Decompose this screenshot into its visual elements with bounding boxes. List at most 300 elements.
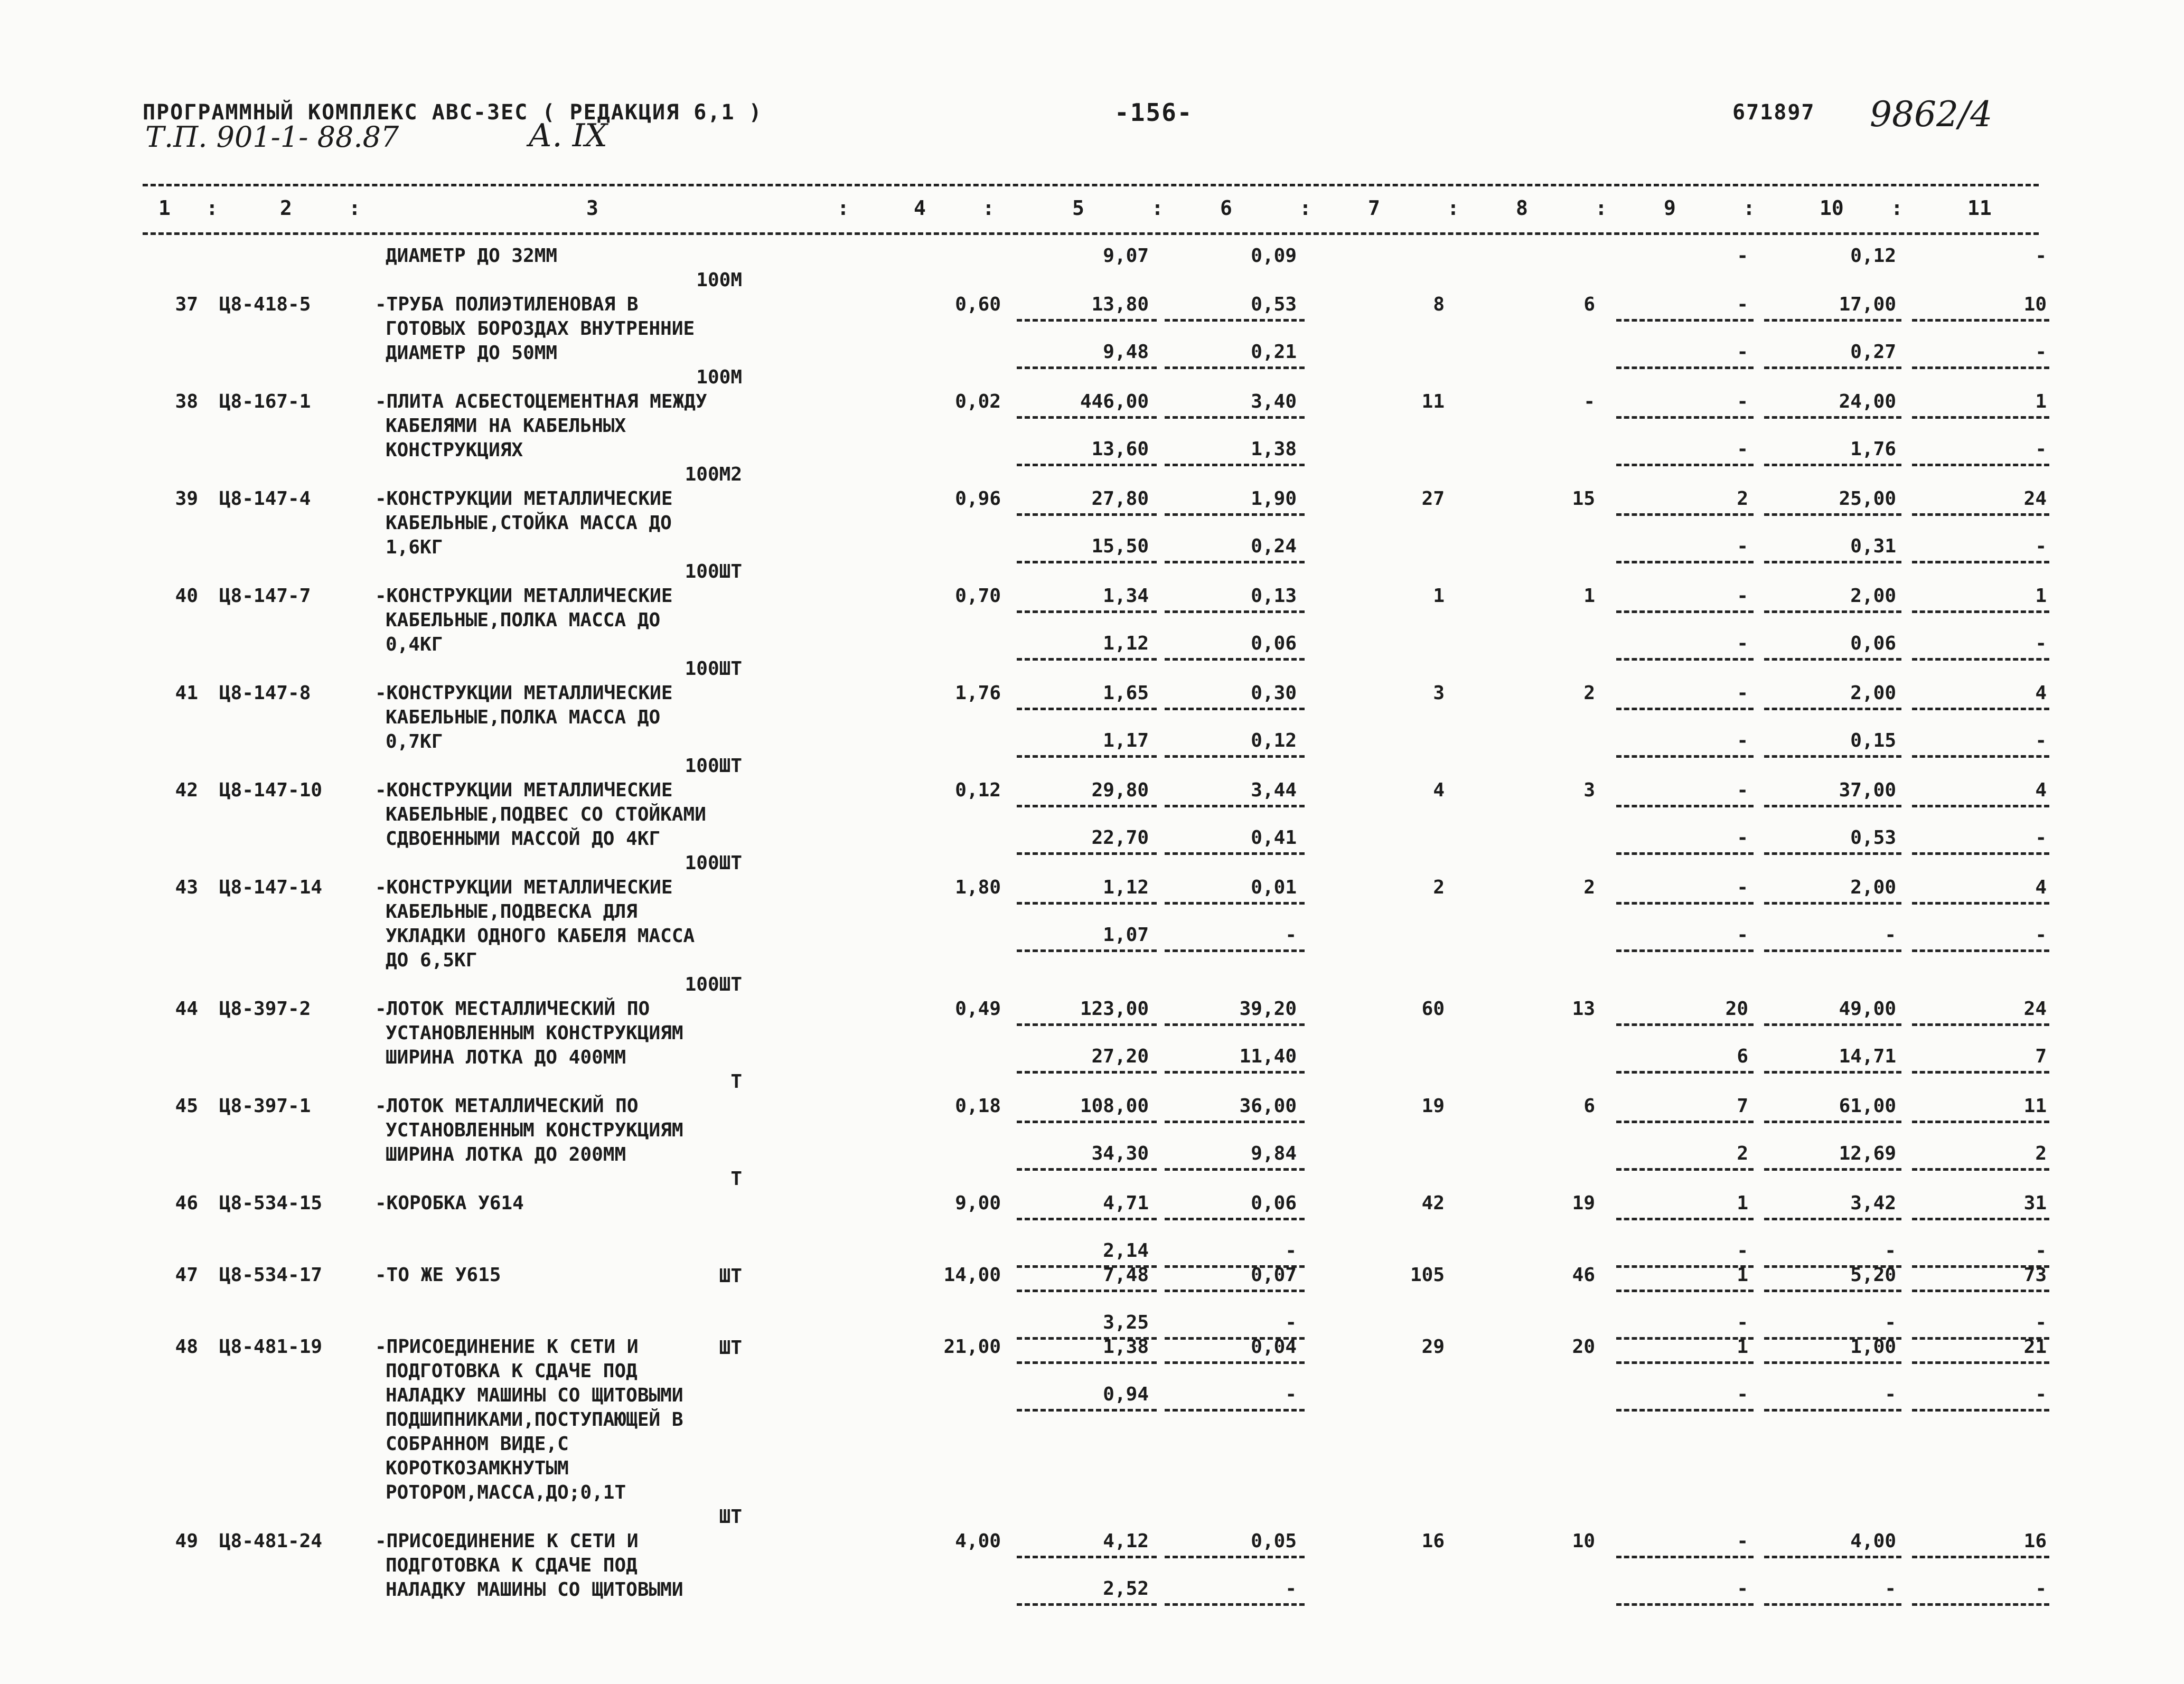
description-line: НАЛАДКУ МАШИНЫ СО ЩИТОВЫМИ bbox=[386, 1579, 683, 1601]
unit-label: 100ШТ bbox=[685, 561, 742, 582]
entry-bottom-c5-rule bbox=[1017, 1168, 1157, 1171]
entry-c10-rule bbox=[1764, 1121, 1901, 1123]
entry-c9-rule bbox=[1616, 1121, 1754, 1123]
entry-c10-rule bbox=[1764, 805, 1901, 807]
cell-c11: 1 bbox=[2035, 391, 2047, 412]
row-number: 47 bbox=[175, 1264, 198, 1286]
cell-c6: 1,90 bbox=[1251, 488, 1297, 510]
cell-c8: - bbox=[1583, 391, 1595, 412]
page-number: -156- bbox=[1114, 98, 1193, 127]
entry-bottom-c9-rule bbox=[1616, 949, 1754, 952]
cell-c9: 1 bbox=[1737, 1336, 1748, 1358]
entry-bottom-c9-rule bbox=[1616, 1337, 1754, 1340]
cell-c5-secondary: 2,52 bbox=[1103, 1578, 1149, 1600]
unit-label: 100М bbox=[696, 269, 742, 291]
column-number-2: 2 bbox=[280, 196, 292, 220]
description-line: КОРОТКОЗАМКНУТЫМ bbox=[386, 1457, 569, 1479]
description-line: -ПРИСОЕДИНЕНИЕ К СЕТИ И bbox=[375, 1336, 639, 1358]
entry-c6-rule bbox=[1165, 1023, 1305, 1026]
entry-bottom-c5-rule bbox=[1017, 658, 1157, 661]
cell-c9: 7 bbox=[1737, 1095, 1748, 1117]
cell-c6-secondary: - bbox=[1285, 924, 1297, 946]
entry-bottom-c5-rule bbox=[1017, 852, 1157, 855]
cell-c9-secondary: - bbox=[1737, 1578, 1748, 1600]
cell-c6-secondary: 0,21 bbox=[1251, 341, 1297, 363]
cell-c11-secondary: - bbox=[2035, 1312, 2047, 1333]
cell-c5-secondary: 0,94 bbox=[1103, 1384, 1149, 1405]
unit-label: Т bbox=[730, 1168, 742, 1190]
cell-c10-secondary: - bbox=[1885, 1384, 1896, 1405]
cell-c10-secondary: 0,15 bbox=[1850, 730, 1896, 751]
cell-c7: 16 bbox=[1421, 1530, 1445, 1552]
entry-c11-rule bbox=[1912, 1121, 2049, 1123]
row-number: 49 bbox=[175, 1530, 198, 1552]
description-line: КАБЕЛЬНЫЕ,ПОЛКА МАССА ДО bbox=[386, 609, 661, 631]
entry-bottom-c6-rule bbox=[1165, 658, 1305, 661]
unit-label: 100ШТ bbox=[685, 755, 742, 777]
entry-bottom-c9-rule bbox=[1616, 1409, 1754, 1412]
cell-c6-secondary: 0,41 bbox=[1251, 827, 1297, 849]
entry-c11-rule bbox=[1912, 513, 2049, 516]
description-line: РОТОРОМ,МАССА,ДО;0,1Т bbox=[386, 1482, 626, 1503]
cell-c8: 13 bbox=[1572, 998, 1595, 1020]
cell-c9: - bbox=[1737, 1530, 1748, 1552]
entry-bottom-c5-rule bbox=[1017, 1603, 1157, 1606]
rate-code: Ц8-147-7 bbox=[219, 585, 311, 607]
entry-bottom-c5-rule bbox=[1017, 1071, 1157, 1074]
entry-bottom-c5-rule bbox=[1017, 561, 1157, 563]
cell-c11: 10 bbox=[2023, 294, 2047, 315]
cell-c7: 11 bbox=[1421, 391, 1445, 412]
cell-c6-secondary: 9,84 bbox=[1251, 1143, 1297, 1164]
cell-c10: 2,00 bbox=[1850, 877, 1896, 898]
cell-c6-secondary: 0,06 bbox=[1251, 633, 1297, 654]
cell-c11: 73 bbox=[2023, 1264, 2047, 1286]
entry-bottom-c10-rule bbox=[1764, 1603, 1901, 1606]
entry-bottom-c11-rule bbox=[1912, 561, 2049, 563]
cell-c6: 0,05 bbox=[1251, 1530, 1297, 1552]
entry-bottom-c9-rule bbox=[1616, 464, 1754, 466]
entry-bottom-c10-rule bbox=[1764, 949, 1901, 952]
cell-c11-secondary: - bbox=[2035, 633, 2047, 654]
rate-code: Ц8-147-14 bbox=[219, 877, 323, 898]
cell-c11: 24 bbox=[2023, 998, 2047, 1020]
entry-bottom-c9-rule bbox=[1616, 658, 1754, 661]
entry-c9-rule bbox=[1616, 902, 1754, 905]
cell-c5-secondary: 9,07 bbox=[1103, 245, 1149, 267]
cell-c11-secondary: - bbox=[2035, 341, 2047, 363]
entry-c5-rule bbox=[1017, 513, 1157, 516]
entry-c10-rule bbox=[1764, 416, 1901, 419]
cell-c10-secondary: 12,69 bbox=[1839, 1143, 1896, 1164]
entry-bottom-c10-rule bbox=[1764, 1409, 1901, 1412]
column-separator: : bbox=[1299, 196, 1311, 220]
entry-c10-rule bbox=[1764, 1361, 1901, 1364]
cell-c8: 10 bbox=[1572, 1530, 1595, 1552]
description-line: -КОРОБКА У614 bbox=[375, 1192, 524, 1214]
cell-c5: 7,48 bbox=[1103, 1264, 1149, 1286]
cell-c11-secondary: 2 bbox=[2035, 1143, 2047, 1164]
description-line: КАБЕЛЯМИ НА КАБЕЛЬНЫХ bbox=[386, 415, 626, 437]
column-number-5: 5 bbox=[1072, 196, 1084, 220]
unit-label: 100ШТ bbox=[685, 974, 742, 995]
entry-c6-rule bbox=[1165, 708, 1305, 710]
entry-bottom-c6-rule bbox=[1165, 561, 1305, 563]
cell-c10: 61,00 bbox=[1839, 1095, 1896, 1117]
rate-code: Ц8-397-1 bbox=[219, 1095, 311, 1117]
cell-c8: 1 bbox=[1583, 585, 1595, 607]
entry-c6-rule bbox=[1165, 610, 1305, 613]
entry-bottom-c6-rule bbox=[1165, 366, 1305, 369]
description-line: 0,4КГ bbox=[386, 634, 443, 655]
entry-c9-rule bbox=[1616, 1290, 1754, 1292]
description-line: 1,6КГ bbox=[386, 537, 443, 558]
description-line: -ТО ЖЕ У615 bbox=[375, 1264, 501, 1286]
cell-c9: - bbox=[1737, 391, 1748, 412]
description-line: ШИРИНА ЛОТКА ДО 200ММ bbox=[386, 1144, 626, 1165]
cell-c11: 31 bbox=[2023, 1192, 2047, 1214]
cell-c9: 1 bbox=[1737, 1264, 1748, 1286]
cell-c9-secondary: - bbox=[1737, 1312, 1748, 1333]
description-line: НАЛАДКУ МАШИНЫ СО ЩИТОВЫМИ bbox=[386, 1385, 683, 1406]
cell-c6-secondary: 0,24 bbox=[1251, 535, 1297, 557]
document-number: 671897 bbox=[1732, 100, 1815, 125]
description-line: ДИАМЕТР ДО 50ММ bbox=[386, 342, 558, 364]
entry-c10-rule bbox=[1764, 513, 1901, 516]
entry-c6-rule bbox=[1165, 416, 1305, 419]
quantity: 4,00 bbox=[955, 1530, 1001, 1552]
project-code: Т.П. 901-1- 88.87 bbox=[145, 120, 399, 154]
cell-c7: 1 bbox=[1433, 585, 1445, 607]
cell-c11-secondary: - bbox=[2035, 245, 2047, 267]
entry-bottom-c5-rule bbox=[1017, 1409, 1157, 1412]
description-line: УКЛАДКИ ОДНОГО КАБЕЛЯ МАССА bbox=[386, 925, 695, 947]
entry-c5-rule bbox=[1017, 805, 1157, 807]
cell-c7: 19 bbox=[1421, 1095, 1445, 1117]
cell-c6-secondary: 11,40 bbox=[1239, 1046, 1297, 1067]
cell-c7: 8 bbox=[1433, 294, 1445, 315]
entry-c10-rule bbox=[1764, 319, 1901, 322]
rate-code: Ц8-534-15 bbox=[219, 1192, 323, 1214]
entry-bottom-c10-rule bbox=[1764, 658, 1901, 661]
description-line: -КОНСТРУКЦИИ МЕТАЛЛИЧЕСКИЕ bbox=[375, 779, 673, 801]
row-number: 40 bbox=[175, 585, 198, 607]
entry-c9-rule bbox=[1616, 416, 1754, 419]
cell-c10: 37,00 bbox=[1839, 779, 1896, 801]
cell-c5: 1,65 bbox=[1103, 682, 1149, 704]
entry-bottom-c11-rule bbox=[1912, 852, 2049, 855]
cell-c6: 0,04 bbox=[1251, 1336, 1297, 1358]
quantity: 21,00 bbox=[943, 1336, 1001, 1358]
table-top-rule bbox=[143, 184, 2039, 186]
column-number-9: 9 bbox=[1664, 196, 1676, 220]
cell-c9-secondary: - bbox=[1737, 633, 1748, 654]
entry-c11-rule bbox=[1912, 1361, 2049, 1364]
entry-bottom-c10-rule bbox=[1764, 366, 1901, 369]
description-line: ДО 6,5КГ bbox=[386, 949, 477, 971]
entry-c11-rule bbox=[1912, 708, 2049, 710]
description-line: -КОНСТРУКЦИИ МЕТАЛЛИЧЕСКИЕ bbox=[375, 585, 673, 607]
entry-c5-rule bbox=[1017, 902, 1157, 905]
description-line: -КОНСТРУКЦИИ МЕТАЛЛИЧЕСКИЕ bbox=[375, 877, 673, 898]
cell-c11-secondary: 7 bbox=[2035, 1046, 2047, 1067]
cell-c10-secondary: 0,06 bbox=[1850, 633, 1896, 654]
entry-bottom-c5-rule bbox=[1017, 949, 1157, 952]
cell-c10-secondary: - bbox=[1885, 1240, 1896, 1262]
entry-c5-rule bbox=[1017, 319, 1157, 322]
cell-c8: 19 bbox=[1572, 1192, 1595, 1214]
cell-c10-secondary: 14,71 bbox=[1839, 1046, 1896, 1067]
cell-c5-secondary: 22,70 bbox=[1091, 827, 1149, 849]
cell-c9-secondary: - bbox=[1737, 245, 1748, 267]
entry-bottom-c11-rule bbox=[1912, 1071, 2049, 1074]
entry-c9-rule bbox=[1616, 805, 1754, 807]
entry-bottom-c6-rule bbox=[1165, 1071, 1305, 1074]
entry-c9-rule bbox=[1616, 1023, 1754, 1026]
cell-c5-secondary: 2,14 bbox=[1103, 1240, 1149, 1262]
quantity: 0,96 bbox=[955, 488, 1001, 510]
cell-c7: 3 bbox=[1433, 682, 1445, 704]
cell-c11: 1 bbox=[2035, 585, 2047, 607]
entry-bottom-c6-rule bbox=[1165, 949, 1305, 952]
row-number: 37 bbox=[175, 294, 198, 315]
entry-c6-rule bbox=[1165, 1290, 1305, 1292]
quantity: 0,02 bbox=[955, 391, 1001, 412]
cell-c6-secondary: - bbox=[1285, 1312, 1297, 1333]
cell-c10-secondary: 0,53 bbox=[1850, 827, 1896, 849]
entry-c5-rule bbox=[1017, 416, 1157, 419]
cell-c9-secondary: - bbox=[1737, 730, 1748, 751]
cell-c5-secondary: 9,48 bbox=[1103, 341, 1149, 363]
cell-c6: 0,53 bbox=[1251, 294, 1297, 315]
description-line: ДИАМЕТР ДО 32ММ bbox=[386, 245, 558, 267]
entry-c11-rule bbox=[1912, 416, 2049, 419]
cell-c9: - bbox=[1737, 682, 1748, 704]
cell-c8: 3 bbox=[1583, 779, 1595, 801]
cell-c10: 2,00 bbox=[1850, 585, 1896, 607]
unit-label: ШТ bbox=[719, 1337, 742, 1359]
column-separator: : bbox=[349, 196, 361, 220]
column-separator: : bbox=[1595, 196, 1607, 220]
cell-c7: 2 bbox=[1433, 877, 1445, 898]
cell-c11: 21 bbox=[2023, 1336, 2047, 1358]
cell-c6-secondary: 0,09 bbox=[1251, 245, 1297, 267]
row-number: 45 bbox=[175, 1095, 198, 1117]
cell-c6: 3,44 bbox=[1251, 779, 1297, 801]
entry-c6-rule bbox=[1165, 1556, 1305, 1558]
cell-c10-secondary: 0,12 bbox=[1850, 245, 1896, 267]
cell-c5: 4,12 bbox=[1103, 1530, 1149, 1552]
cell-c9-secondary: - bbox=[1737, 438, 1748, 460]
cell-c10: 24,00 bbox=[1839, 391, 1896, 412]
cell-c5-secondary: 3,25 bbox=[1103, 1312, 1149, 1333]
column-separator: : bbox=[837, 196, 849, 220]
cell-c9-secondary: - bbox=[1737, 535, 1748, 557]
entry-c10-rule bbox=[1764, 1218, 1901, 1220]
entry-bottom-c10-rule bbox=[1764, 561, 1901, 563]
sheet-number: 9862/4 bbox=[1870, 94, 1993, 135]
description-line: -КОНСТРУКЦИИ МЕТАЛЛИЧЕСКИЕ bbox=[375, 682, 673, 704]
entry-bottom-c10-rule bbox=[1764, 1168, 1901, 1171]
entry-c9-rule bbox=[1616, 513, 1754, 516]
entry-bottom-c6-rule bbox=[1165, 1409, 1305, 1412]
cell-c10-secondary: 0,31 bbox=[1850, 535, 1896, 557]
cell-c8: 6 bbox=[1583, 294, 1595, 315]
cell-c9-secondary: 2 bbox=[1737, 1143, 1748, 1164]
cell-c9: - bbox=[1737, 585, 1748, 607]
cell-c11: 4 bbox=[2035, 779, 2047, 801]
cell-c11: 4 bbox=[2035, 877, 2047, 898]
description-line: КАБЕЛЬНЫЕ,ПОДВЕСКА ДЛЯ bbox=[386, 901, 638, 923]
cell-c9: 1 bbox=[1737, 1192, 1748, 1214]
entry-c11-rule bbox=[1912, 1023, 2049, 1026]
entry-c9-rule bbox=[1616, 610, 1754, 613]
description-line: -ЛОТОК МЕТАЛЛИЧЕСКИЙ ПО bbox=[375, 1095, 639, 1117]
entry-bottom-c11-rule bbox=[1912, 755, 2049, 758]
cell-c10: 2,00 bbox=[1850, 682, 1896, 704]
description-line: КАБЕЛЬНЫЕ,ПОДВЕС СО СТОЙКАМИ bbox=[386, 804, 706, 825]
entry-bottom-c11-rule bbox=[1912, 658, 2049, 661]
entry-bottom-c9-rule bbox=[1616, 852, 1754, 855]
row-number: 43 bbox=[175, 877, 198, 898]
cell-c5: 13,80 bbox=[1091, 294, 1149, 315]
cell-c11: 11 bbox=[2023, 1095, 2047, 1117]
cell-c5-secondary: 34,30 bbox=[1091, 1143, 1149, 1164]
cell-c11: 16 bbox=[2023, 1530, 2047, 1552]
unit-label: 100М2 bbox=[685, 464, 742, 485]
column-number-3: 3 bbox=[586, 196, 598, 220]
cell-c6: 39,20 bbox=[1239, 998, 1297, 1020]
row-number: 44 bbox=[175, 998, 198, 1020]
entry-c5-rule bbox=[1017, 610, 1157, 613]
rate-code: Ц8-397-2 bbox=[219, 998, 311, 1020]
cell-c5-secondary: 27,20 bbox=[1091, 1046, 1149, 1067]
description-line: УСТАНОВЛЕННЫМ КОНСТРУКЦИЯМ bbox=[386, 1119, 683, 1141]
cell-c5-secondary: 1,17 bbox=[1103, 730, 1149, 751]
column-number-1: 1 bbox=[158, 196, 171, 220]
cell-c11: 4 bbox=[2035, 682, 2047, 704]
entry-c6-rule bbox=[1165, 1218, 1305, 1220]
cell-c9-secondary: - bbox=[1737, 341, 1748, 363]
cell-c7: 29 bbox=[1421, 1336, 1445, 1358]
cell-c8: 6 bbox=[1583, 1095, 1595, 1117]
entry-c6-rule bbox=[1165, 319, 1305, 322]
cell-c10: 1,00 bbox=[1850, 1336, 1896, 1358]
quantity: 0,18 bbox=[955, 1095, 1001, 1117]
entry-bottom-c9-rule bbox=[1616, 561, 1754, 563]
rate-code: Ц8-481-24 bbox=[219, 1530, 323, 1552]
cell-c5-secondary: 1,12 bbox=[1103, 633, 1149, 654]
entry-c10-rule bbox=[1764, 902, 1901, 905]
entry-c9-rule bbox=[1616, 1556, 1754, 1558]
column-number-4: 4 bbox=[914, 196, 926, 220]
description-line: -ПЛИТА АСБЕСТОЦЕМЕНТНАЯ МЕЖДУ bbox=[375, 391, 707, 412]
album-mark: А. IX bbox=[528, 117, 607, 154]
cell-c10: 4,00 bbox=[1850, 1530, 1896, 1552]
entry-bottom-c11-rule bbox=[1912, 1168, 2049, 1171]
column-number-6: 6 bbox=[1220, 196, 1232, 220]
entry-c11-rule bbox=[1912, 1556, 2049, 1558]
entry-bottom-c6-rule bbox=[1165, 1168, 1305, 1171]
entry-c5-rule bbox=[1017, 1218, 1157, 1220]
cell-c5: 1,34 bbox=[1103, 585, 1149, 607]
cell-c11-secondary: - bbox=[2035, 438, 2047, 460]
description-line: 0,7КГ bbox=[386, 731, 443, 752]
entry-bottom-c6-rule bbox=[1165, 464, 1305, 466]
row-number: 42 bbox=[175, 779, 198, 801]
cell-c9: - bbox=[1737, 877, 1748, 898]
cell-c10-secondary: - bbox=[1885, 1578, 1896, 1600]
cell-c8: 2 bbox=[1583, 877, 1595, 898]
cell-c5: 1,12 bbox=[1103, 877, 1149, 898]
entry-bottom-c10-rule bbox=[1764, 755, 1901, 758]
quantity: 0,60 bbox=[955, 294, 1001, 315]
cell-c11: 24 bbox=[2023, 488, 2047, 510]
cell-c5: 1,38 bbox=[1103, 1336, 1149, 1358]
rate-code: Ц8-167-1 bbox=[219, 391, 311, 412]
rate-code: Ц8-418-5 bbox=[219, 294, 311, 315]
cell-c10: 5,20 bbox=[1850, 1264, 1896, 1286]
column-number-10: 10 bbox=[1820, 196, 1844, 220]
cell-c11-secondary: - bbox=[2035, 1240, 2047, 1262]
cell-c7: 60 bbox=[1421, 998, 1445, 1020]
cell-c6: 36,00 bbox=[1239, 1095, 1297, 1117]
quantity: 1,80 bbox=[955, 877, 1001, 898]
entry-bottom-c5-rule bbox=[1017, 366, 1157, 369]
column-separator: : bbox=[982, 196, 995, 220]
cell-c6-secondary: 0,12 bbox=[1251, 730, 1297, 751]
entry-c11-rule bbox=[1912, 902, 2049, 905]
description-line: -КОНСТРУКЦИИ МЕТАЛЛИЧЕСКИЕ bbox=[375, 488, 673, 510]
rate-code: Ц8-147-8 bbox=[219, 682, 311, 704]
cell-c8: 15 bbox=[1572, 488, 1595, 510]
description-line: СОБРАННОМ ВИДЕ,С bbox=[386, 1433, 569, 1455]
cell-c11-secondary: - bbox=[2035, 535, 2047, 557]
entry-bottom-c10-rule bbox=[1764, 852, 1901, 855]
quantity: 1,76 bbox=[955, 682, 1001, 704]
cell-c5: 29,80 bbox=[1091, 779, 1149, 801]
entry-bottom-c9-rule bbox=[1616, 1071, 1754, 1074]
cell-c5-secondary: 15,50 bbox=[1091, 535, 1149, 557]
entry-c5-rule bbox=[1017, 1023, 1157, 1026]
description-line: КАБЕЛЬНЫЕ,СТОЙКА МАССА ДО bbox=[386, 512, 672, 534]
column-separator: : bbox=[206, 196, 218, 220]
entry-c11-rule bbox=[1912, 610, 2049, 613]
cell-c5: 446,00 bbox=[1080, 391, 1149, 412]
cell-c9-secondary: - bbox=[1737, 827, 1748, 849]
cell-c6: 0,01 bbox=[1251, 877, 1297, 898]
row-number: 39 bbox=[175, 488, 198, 510]
column-separator: : bbox=[1151, 196, 1164, 220]
entry-bottom-c11-rule bbox=[1912, 366, 2049, 369]
cell-c9: 20 bbox=[1725, 998, 1748, 1020]
entry-c9-rule bbox=[1616, 708, 1754, 710]
description-line: УСТАНОВЛЕННЫМ КОНСТРУКЦИЯМ bbox=[386, 1022, 683, 1044]
cell-c9-secondary: - bbox=[1737, 924, 1748, 946]
column-number-8: 8 bbox=[1516, 196, 1528, 220]
cell-c6: 0,06 bbox=[1251, 1192, 1297, 1214]
cell-c9-secondary: 6 bbox=[1737, 1046, 1748, 1067]
cell-c9-secondary: - bbox=[1737, 1384, 1748, 1405]
cell-c10-secondary: 0,27 bbox=[1850, 341, 1896, 363]
cell-c9: - bbox=[1737, 294, 1748, 315]
entry-c6-rule bbox=[1165, 1121, 1305, 1123]
column-separator: : bbox=[1743, 196, 1755, 220]
cell-c7: 4 bbox=[1433, 779, 1445, 801]
cell-c9: 2 bbox=[1737, 488, 1748, 510]
cell-c5: 108,00 bbox=[1080, 1095, 1149, 1117]
entry-bottom-c11-rule bbox=[1912, 949, 2049, 952]
